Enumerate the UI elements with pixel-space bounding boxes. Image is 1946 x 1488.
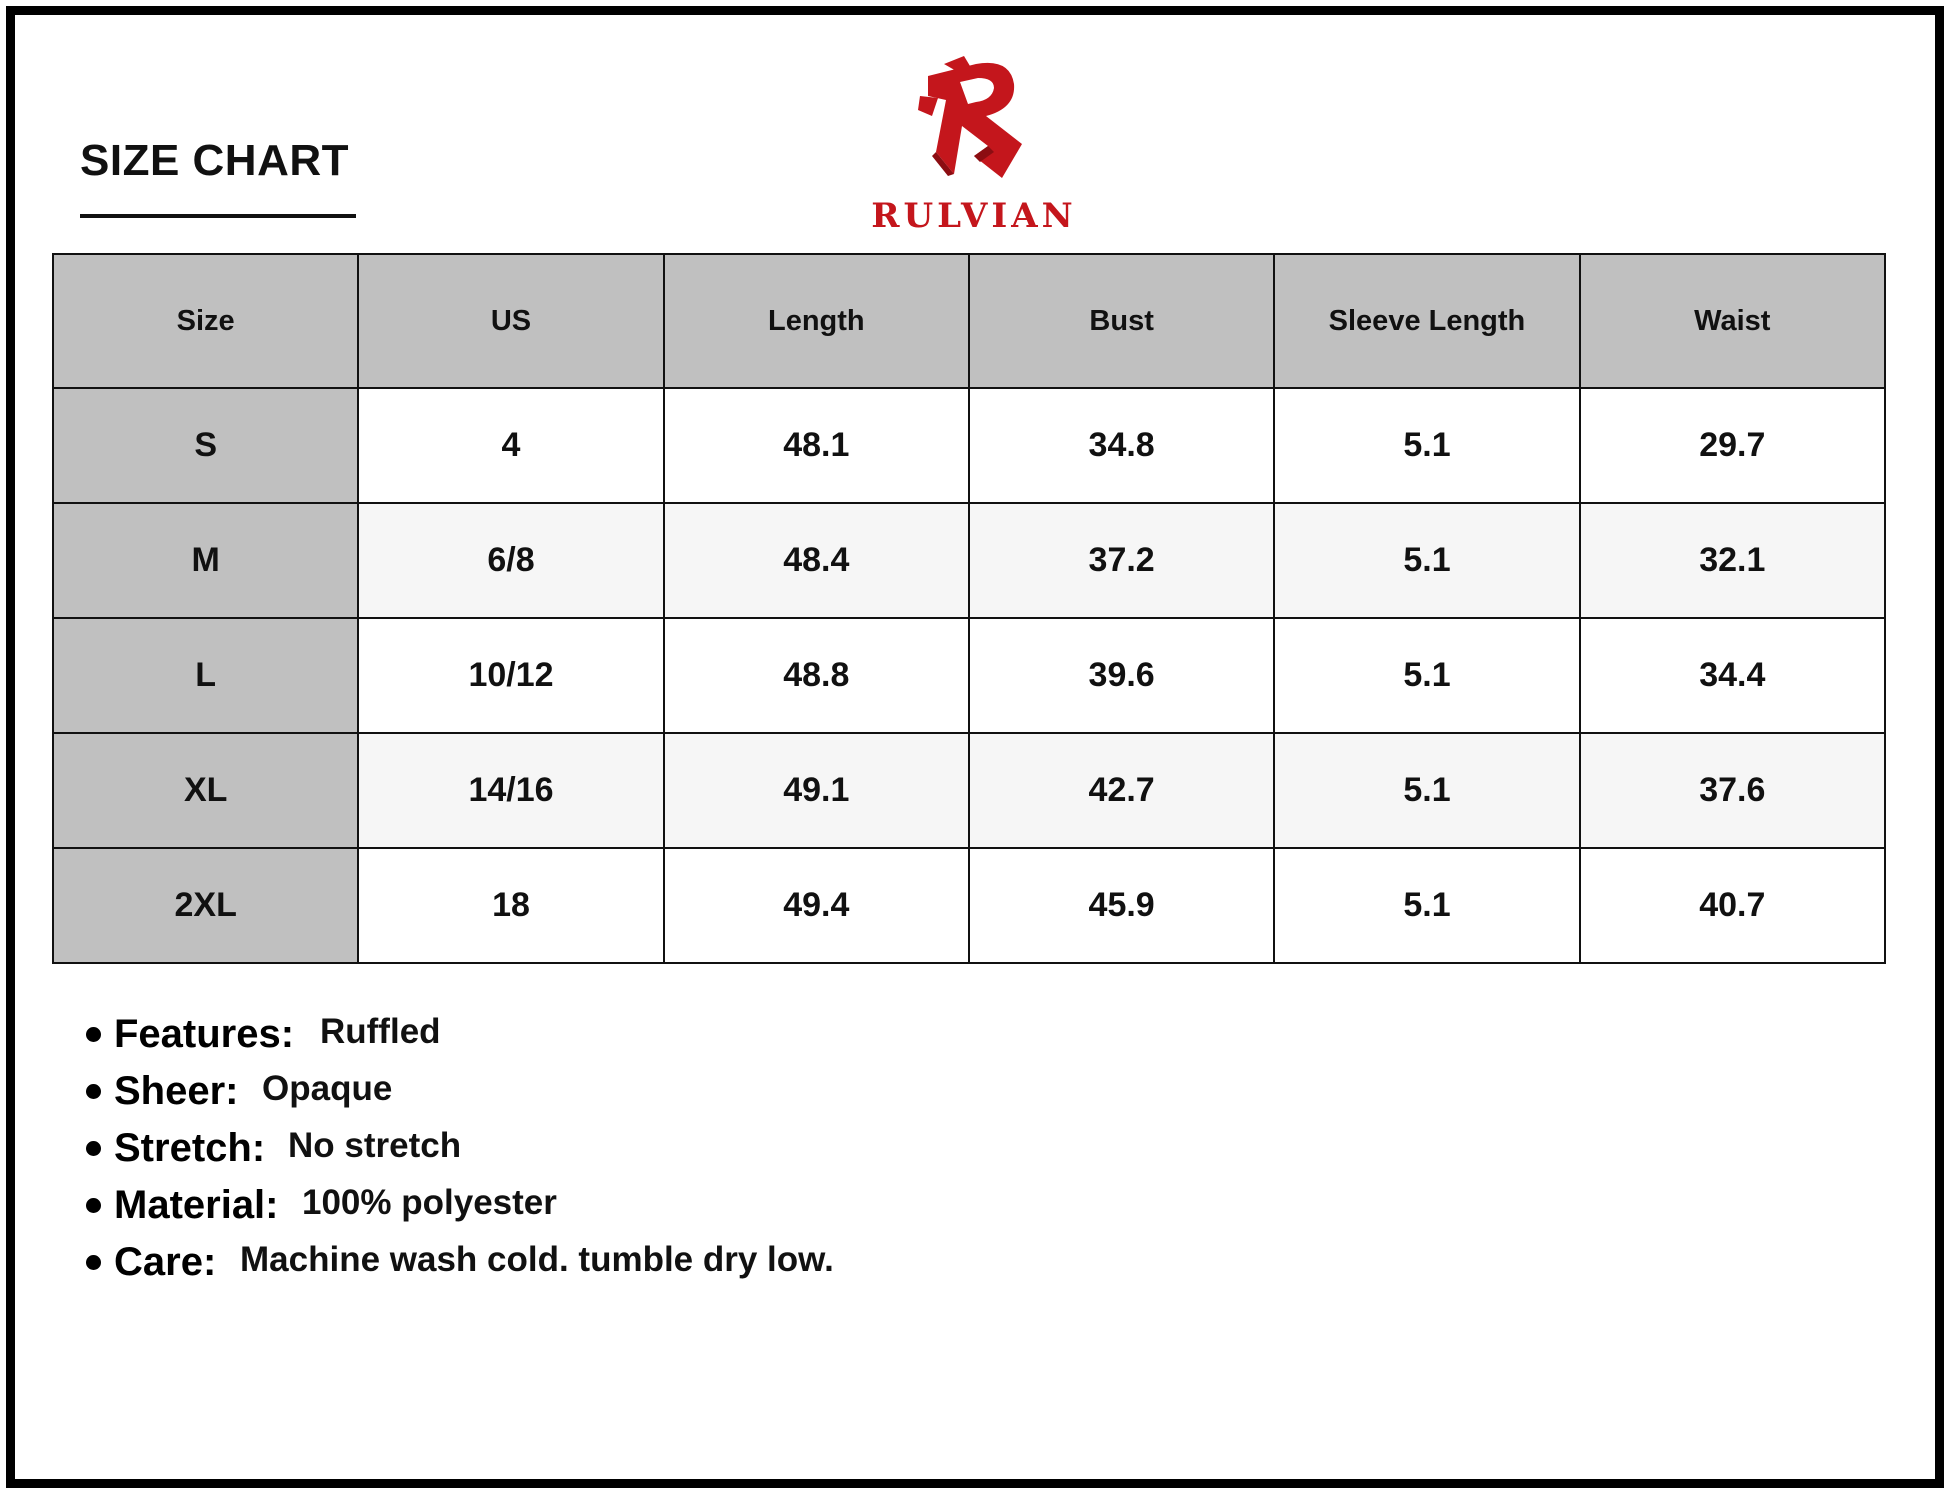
feature-value: 100% polyester: [302, 1183, 557, 1222]
cell-us: 14/16: [358, 733, 663, 848]
table-row: [53, 503, 1885, 618]
feature-label: Care:: [114, 1240, 217, 1284]
size-table: [52, 253, 1886, 964]
header-length: Length: [664, 254, 969, 388]
cell-length: 48.8: [664, 618, 969, 733]
feature-label: Stretch:: [114, 1126, 266, 1170]
bullet-icon: [86, 1255, 101, 1270]
bullet-icon: [86, 1141, 101, 1156]
cell-bust: 39.6: [969, 618, 1274, 733]
header-sleeve-length: Sleeve Length: [1274, 254, 1579, 388]
brand-logo: [854, 56, 1094, 236]
brand-name: RULVIAN: [871, 196, 1077, 236]
table-header-row: [53, 254, 1885, 388]
cell-bust: 45.9: [969, 848, 1274, 963]
cell-size: 2XL: [53, 848, 358, 963]
table-row: [53, 618, 1885, 733]
cell-sleeve-length: 5.1: [1274, 618, 1579, 733]
cell-length: 49.1: [664, 733, 969, 848]
feature-value: Opaque: [262, 1069, 393, 1108]
header-bust: Bust: [969, 254, 1274, 388]
header-size: Size: [53, 254, 358, 388]
table-row: [53, 848, 1885, 963]
bullet-icon: [86, 1198, 101, 1213]
stylized-r-logo-icon: [914, 56, 1034, 180]
cell-length: 48.4: [664, 503, 969, 618]
header-us: US: [358, 254, 663, 388]
cell-sleeve-length: 5.1: [1274, 848, 1579, 963]
cell-size: L: [53, 618, 358, 733]
cell-bust: 34.8: [969, 388, 1274, 503]
cell-waist: 40.7: [1580, 848, 1885, 963]
cell-bust: 42.7: [969, 733, 1274, 848]
cell-length: 49.4: [664, 848, 969, 963]
table-row: [53, 388, 1885, 503]
bullet-icon: [86, 1084, 101, 1099]
cell-sleeve-length: 5.1: [1274, 503, 1579, 618]
cell-size: M: [53, 503, 358, 618]
feature-value: No stretch: [288, 1126, 462, 1165]
cell-sleeve-length: 5.1: [1274, 388, 1579, 503]
cell-sleeve-length: 5.1: [1274, 733, 1579, 848]
cell-length: 48.1: [664, 388, 969, 503]
cell-us: 18: [358, 848, 663, 963]
title-underline: [80, 214, 356, 218]
feature-label: Material:: [114, 1183, 279, 1227]
bullet-icon: [86, 1027, 101, 1042]
cell-us: 4: [358, 388, 663, 503]
cell-us: 10/12: [358, 618, 663, 733]
cell-size: XL: [53, 733, 358, 848]
feature-value: Machine wash cold. tumble dry low.: [240, 1240, 834, 1279]
table-row: [53, 733, 1885, 848]
header-waist: Waist: [1580, 254, 1885, 388]
feature-value: Ruffled: [320, 1012, 441, 1051]
cell-us: 6/8: [358, 503, 663, 618]
cell-waist: 34.4: [1580, 618, 1885, 733]
feature-label: Sheer:: [114, 1069, 239, 1113]
page-title: SIZE CHART: [80, 136, 349, 185]
cell-waist: 32.1: [1580, 503, 1885, 618]
cell-waist: 29.7: [1580, 388, 1885, 503]
cell-waist: 37.6: [1580, 733, 1885, 848]
cell-size: S: [53, 388, 358, 503]
cell-bust: 37.2: [969, 503, 1274, 618]
feature-label: Features:: [114, 1012, 295, 1056]
